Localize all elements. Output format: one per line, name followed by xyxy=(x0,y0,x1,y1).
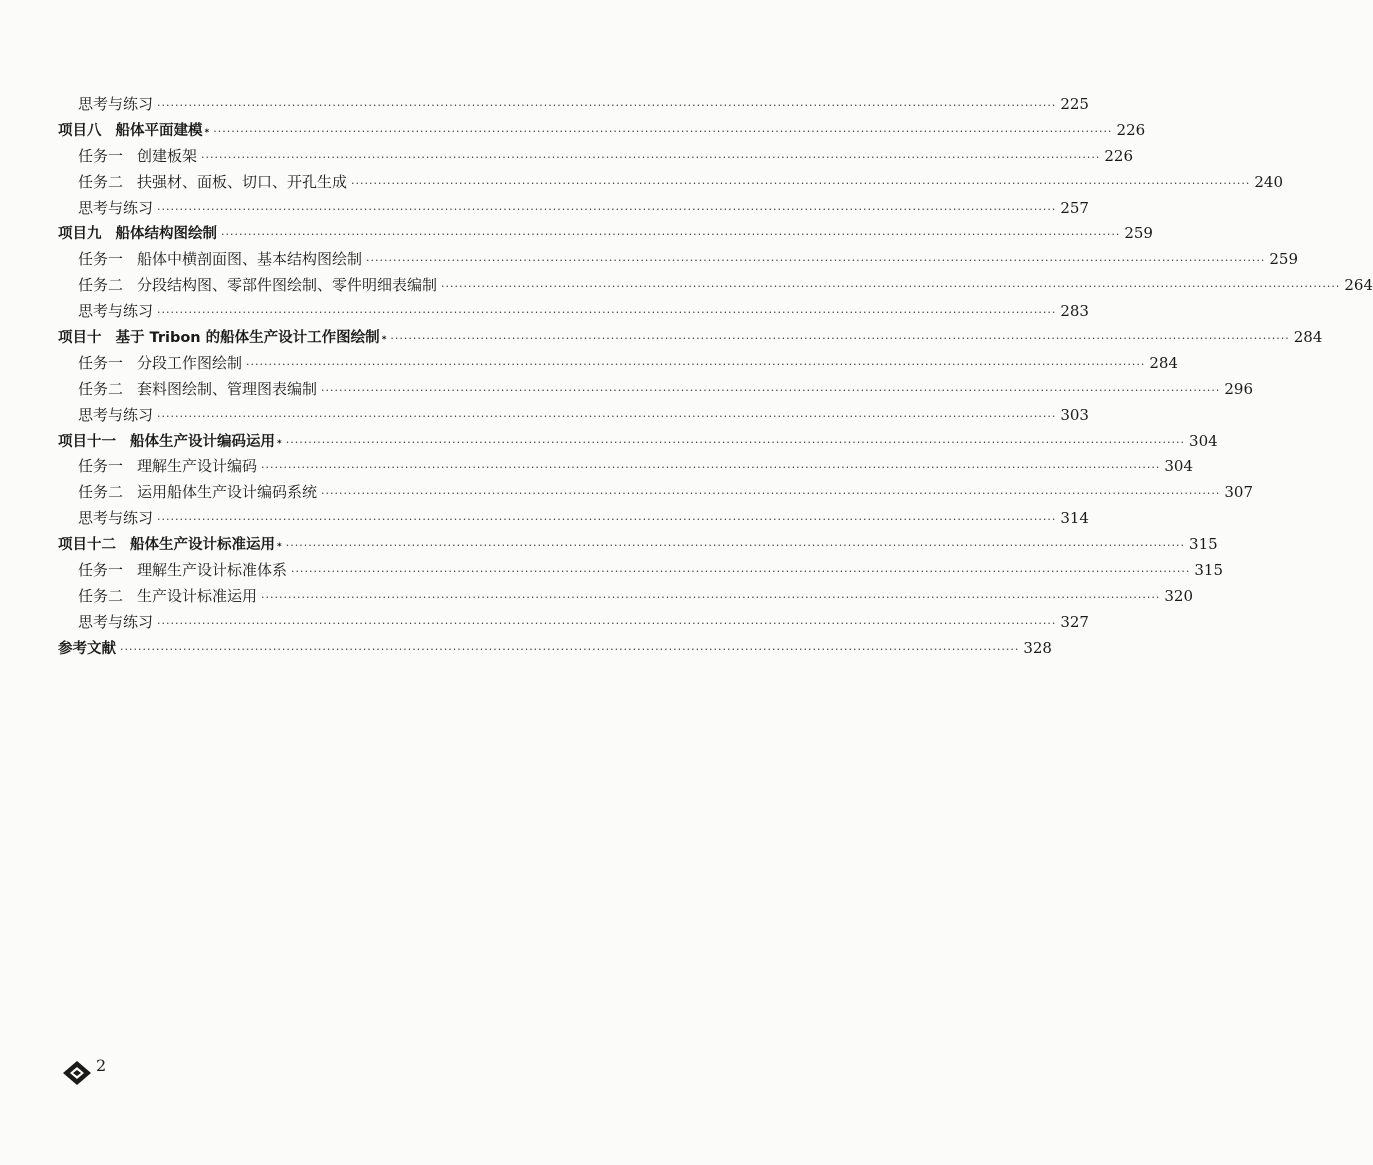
entry-number: 任务一 xyxy=(78,561,124,580)
entry-page-number: 259 xyxy=(1269,250,1298,269)
entry-title: 船体中横剖面图、基本结构图绘制 xyxy=(137,250,363,269)
entry-title: 思考与练习 xyxy=(78,302,154,321)
dot-leader: ········································································································································································································ xyxy=(261,590,1161,604)
dot-leader: ········································································································································································································ xyxy=(321,487,1221,501)
dot-leader: ········································································································································································································ xyxy=(221,228,1121,242)
entry-page-number: 315 xyxy=(1189,535,1218,554)
entry-title: 运用船体生产设计编码系统 xyxy=(137,483,318,502)
entry-number: 任务二 xyxy=(78,172,124,191)
toc-section-entry[interactable] xyxy=(58,300,1089,326)
entry-number: 任务一 xyxy=(78,457,124,476)
entry-title: 思考与练习 xyxy=(78,95,154,113)
entry-page-number: 315 xyxy=(1194,561,1223,580)
toc-section-entry[interactable] xyxy=(58,274,1373,300)
entry-number: 任务一 xyxy=(78,146,124,165)
entry-page-number: 296 xyxy=(1224,379,1253,398)
toc-section-entry[interactable] xyxy=(58,93,1089,119)
entry-page-number: 257 xyxy=(1060,198,1089,217)
entry-title: 船体生产设计编码运用 xyxy=(130,433,275,450)
entry-title: 船体平面建模 xyxy=(115,122,203,139)
dot-leader: ········································································································································································································ xyxy=(157,306,1057,320)
dot-leader: ········································································································································································································ xyxy=(285,435,1186,449)
dot-leader: ········································································································································································································ xyxy=(291,565,1191,579)
entry-page-number: 240 xyxy=(1254,172,1283,191)
toc-section-entry[interactable] xyxy=(58,559,1223,585)
entry-title: 生产设计标准运用 xyxy=(137,586,258,605)
entry-number: 项目十一 xyxy=(58,433,116,450)
entry-star-mark: * xyxy=(277,438,282,449)
dot-leader: ········································································································································································································ xyxy=(246,357,1146,371)
page-number: 2 xyxy=(96,1056,107,1075)
entry-page-number: 283 xyxy=(1060,302,1089,321)
dot-leader: ········································································································································································································ xyxy=(157,616,1057,630)
page-footer xyxy=(60,1056,106,1090)
dot-leader: ········································································································································································································ xyxy=(213,124,1113,138)
toc-section-entry[interactable] xyxy=(58,248,1298,274)
entry-number: 任务二 xyxy=(78,379,124,398)
toc-section-entry[interactable] xyxy=(58,404,1089,430)
toc-section-entry[interactable] xyxy=(58,145,1133,171)
toc-section-entry[interactable] xyxy=(58,197,1089,223)
entry-title: 扶强材、面板、切口、开孔生成 xyxy=(137,172,348,191)
entry-number: 任务二 xyxy=(78,586,124,605)
toc-section-entry[interactable] xyxy=(58,507,1089,533)
entry-title: 思考与练习 xyxy=(78,405,154,424)
dot-leader: ········································································································································································································ xyxy=(285,539,1186,553)
entry-title: 船体生产设计标准运用 xyxy=(130,537,275,554)
entry-page-number: 304 xyxy=(1189,431,1218,450)
entry-title: 创建板架 xyxy=(137,146,198,165)
dot-leader: ········································································································································································································ xyxy=(157,513,1057,527)
toc-section-entry[interactable] xyxy=(58,171,1283,197)
dot-leader: ········································································································································································································ xyxy=(157,202,1057,216)
toc-chapter-entry[interactable] xyxy=(58,326,1323,352)
dot-leader: ········································································································································································································ xyxy=(390,332,1290,346)
toc-chapter-entry[interactable] xyxy=(58,119,1146,145)
toc-section-entry[interactable] xyxy=(58,585,1193,611)
entry-page-number: 304 xyxy=(1164,457,1193,476)
toc-chapter-entry[interactable] xyxy=(58,430,1218,456)
entry-number: 任务一 xyxy=(78,353,124,372)
toc-section-entry[interactable] xyxy=(58,611,1089,637)
entry-page-number: 303 xyxy=(1060,405,1089,424)
entry-title: 基于 Tribon 的船体生产设计工作图绘制 xyxy=(115,330,380,347)
entry-number: 任务二 xyxy=(78,483,124,502)
entry-star-mark: * xyxy=(277,542,282,553)
entry-number: 项目十 xyxy=(58,330,102,347)
entry-page-number: 226 xyxy=(1116,120,1146,139)
toc-section-entry[interactable] xyxy=(58,352,1178,378)
entry-title: 船体结构图绘制 xyxy=(115,226,217,243)
entry-star-mark: * xyxy=(204,127,210,138)
dot-leader: ········································································································································································································ xyxy=(351,176,1251,190)
entry-number: 任务一 xyxy=(78,250,124,269)
entry-number: 项目八 xyxy=(58,122,102,139)
table-of-contents xyxy=(58,93,1373,663)
entry-title: 理解生产设计编码 xyxy=(137,457,258,476)
entry-number: 任务二 xyxy=(78,276,124,295)
entry-page-number: 328 xyxy=(1023,638,1052,657)
entry-star-mark: * xyxy=(381,335,387,346)
toc-chapter-entry[interactable] xyxy=(58,637,1052,663)
entry-page-number: 225 xyxy=(1060,95,1089,113)
dot-leader: ········································································································································································································ xyxy=(366,254,1266,268)
toc-chapter-entry[interactable] xyxy=(58,533,1218,559)
dot-leader: ········································································································································································································ xyxy=(120,642,1020,656)
entry-title: 套料图绘制、管理图表编制 xyxy=(137,379,318,398)
toc-chapter-entry[interactable] xyxy=(58,222,1153,248)
dot-leader: ········································································································································································································ xyxy=(201,150,1101,164)
dot-leader: ········································································································································································································ xyxy=(441,280,1341,294)
entry-title: 分段工作图绘制 xyxy=(137,353,243,372)
toc-section-entry[interactable] xyxy=(58,455,1193,481)
entry-title: 思考与练习 xyxy=(78,509,154,528)
entry-title: 分段结构图、零部件图绘制、零件明细表编制 xyxy=(137,276,438,295)
entry-page-number: 327 xyxy=(1060,612,1089,631)
entry-page-number: 314 xyxy=(1060,509,1089,528)
entry-title: 理解生产设计标准体系 xyxy=(137,561,288,580)
entry-page-number: 307 xyxy=(1224,483,1253,502)
entry-title: 参考文献 xyxy=(58,640,116,657)
entry-number: 项目九 xyxy=(58,226,102,243)
toc-section-entry[interactable] xyxy=(58,481,1253,507)
dot-leader: ········································································································································································································ xyxy=(157,409,1057,423)
entry-page-number: 284 xyxy=(1293,328,1323,347)
entry-page-number: 259 xyxy=(1124,224,1153,243)
dot-leader: ········································································································································································································ xyxy=(157,99,1057,112)
entry-page-number: 264 xyxy=(1344,276,1373,295)
entry-page-number: 284 xyxy=(1149,353,1178,372)
diamond-logo-icon xyxy=(60,1056,94,1090)
dot-leader: ········································································································································································································ xyxy=(321,383,1221,397)
entry-title: 思考与练习 xyxy=(78,612,154,631)
entry-page-number: 320 xyxy=(1164,586,1193,605)
entry-title: 思考与练习 xyxy=(78,198,154,217)
dot-leader: ········································································································································································································ xyxy=(261,461,1161,475)
entry-page-number: 226 xyxy=(1104,146,1133,165)
toc-section-entry[interactable] xyxy=(58,378,1253,404)
entry-number: 项目十二 xyxy=(58,537,116,554)
